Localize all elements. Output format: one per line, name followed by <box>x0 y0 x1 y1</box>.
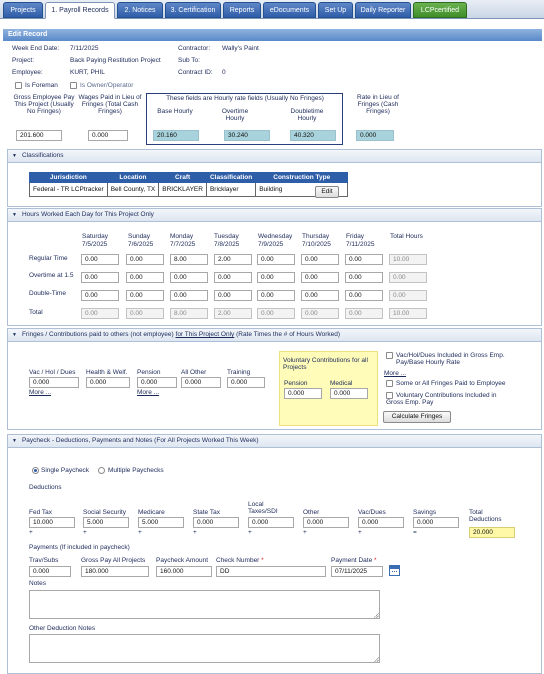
hours-input[interactable]: 0.00 <box>170 272 208 283</box>
local-taxes-input[interactable]: 0.000 <box>248 517 294 528</box>
total-deductions-label: Total Deductions <box>469 509 502 523</box>
hours-input[interactable]: 8.00 <box>170 254 208 265</box>
hours-total-input: 0.00 <box>389 290 427 301</box>
hours-input[interactable]: 0.00 <box>126 254 164 265</box>
hours-input[interactable]: 0.00 <box>301 272 339 283</box>
tab-payroll-records[interactable]: 1. Payroll Records <box>45 2 115 19</box>
options-more-link[interactable]: More ... <box>384 370 407 377</box>
hours-input[interactable]: 0.00 <box>81 290 119 301</box>
vol-pension-input[interactable]: 0.000 <box>284 388 322 399</box>
vac-dues-input[interactable]: 0.000 <box>358 517 404 528</box>
day-name: Tuesday <box>214 233 239 240</box>
hourly-rate-title: These fields are Hourly rate fields (Usually No Fringes) <box>166 95 324 102</box>
hours-total-input: 0.00 <box>389 272 427 283</box>
day-date: 7/8/2025 <box>214 241 240 248</box>
medicare-input[interactable]: 5.000 <box>138 517 184 528</box>
is-foreman-label: Is Foreman <box>25 82 58 89</box>
vac-hol-dues-input[interactable]: 0.000 <box>29 377 79 388</box>
health-welfare-label: Health & Welf. <box>86 369 128 376</box>
day-name: Friday <box>346 233 365 240</box>
hours-day-total: 0.00 <box>345 308 383 319</box>
gross-all-projects-label: Gross Pay All Projects <box>81 557 146 564</box>
vac-hol-dues-label: Vac / Hol / Dues <box>29 369 76 376</box>
medicare-label: Medicare <box>138 509 165 516</box>
other-deduction-input[interactable]: 0.000 <box>303 517 349 528</box>
payments-label: Payments (If included in paycheck) <box>29 544 130 551</box>
day-date: 7/11/2025 <box>346 241 375 248</box>
trav-subs-input[interactable]: 0.000 <box>29 566 71 577</box>
vac-included-checkbox[interactable] <box>386 352 393 359</box>
day-date: 7/7/2025 <box>170 241 196 248</box>
table-row <box>30 183 348 197</box>
day-name: Saturday <box>82 233 109 240</box>
classifications-header[interactable]: ▼ Classifications <box>7 149 542 163</box>
hours-input[interactable]: 0.00 <box>257 272 295 283</box>
hours-input[interactable]: 0.00 <box>126 290 164 301</box>
collapse-triangle-icon: ▼ <box>12 332 17 338</box>
pension-input[interactable]: 0.000 <box>137 377 177 388</box>
deductions-label: Deductions <box>29 484 62 491</box>
vol-pension-label: Pension <box>284 380 308 387</box>
week-end-value: 7/11/2025 <box>70 45 99 52</box>
edit-classification-button[interactable]: Edit <box>315 186 339 198</box>
tab-lcpcertified[interactable]: LCPcertified <box>413 2 467 18</box>
rate-lieu-label: Rate in Lieu of Fringes (Cash Fringes) <box>357 94 399 115</box>
total-deductions-value: 20.000 <box>469 527 515 538</box>
vol-medical-label: Medical <box>330 380 353 387</box>
other-deduction-notes-textarea[interactable] <box>29 634 380 663</box>
vac-included-label: Vac/Hol/Dues Included in Gross Emp. Pay/Base Hourly Rate <box>396 352 505 366</box>
pension-label: Pension <box>137 369 161 376</box>
overtime-hourly-label: Overtime Hourly <box>221 108 249 122</box>
single-paycheck-label: Single Paycheck <box>41 467 90 474</box>
hours-input[interactable]: 0.00 <box>345 254 383 265</box>
paycheck-amount-label: Paycheck Amount <box>156 557 209 564</box>
col-construction-type: Construction Type <box>256 173 348 183</box>
tab-bar <box>0 0 544 19</box>
health-welfare-input[interactable]: 0.000 <box>86 377 130 388</box>
col-location: Location <box>107 173 159 183</box>
fringes-paid-employee-label: Some or All Fringes Paid to Employee <box>396 380 506 387</box>
hours-input[interactable]: 0.00 <box>126 272 164 283</box>
tab-daily-reporter[interactable]: Daily Reporter <box>355 2 411 18</box>
total-hours-label: Total Hours <box>390 233 423 240</box>
wages-lieu-input[interactable]: 0.000 <box>88 130 128 141</box>
all-other-input[interactable]: 0.000 <box>181 377 221 388</box>
day-date: 7/10/2025 <box>302 241 331 248</box>
project-label: Project: <box>12 57 35 64</box>
cell-construction-type: Building <box>256 183 348 197</box>
hours-input[interactable]: 0.00 <box>301 254 339 265</box>
rate-lieu-input[interactable]: 0.000 <box>356 130 394 141</box>
edit-record-header: Edit Record <box>3 29 542 41</box>
cell-classification: Bricklayer <box>206 183 255 197</box>
hours-input[interactable]: 0.00 <box>301 290 339 301</box>
hours-input[interactable]: 0.00 <box>170 290 208 301</box>
collapse-triangle-icon: ▼ <box>12 212 17 218</box>
hours-input[interactable]: 0.00 <box>81 254 119 265</box>
tab-notices[interactable]: 2. Notices <box>117 2 163 18</box>
overtime-hourly-input[interactable]: 30.240 <box>224 130 270 141</box>
row-label-doubletime: Double-Time <box>29 290 66 297</box>
gross-pay-label: Gross Employee Pay This Project (Usually No Fringes) <box>13 94 75 115</box>
gross-all-projects-input[interactable]: 180.000 <box>81 566 149 577</box>
col-jurisdiction: Jurisdiction <box>30 173 108 183</box>
social-security-label: Social Security <box>83 509 126 516</box>
tab-edocuments[interactable]: eDocuments <box>263 2 316 18</box>
hours-day-total: 0.00 <box>81 308 119 319</box>
hours-grand-total: 10.00 <box>389 308 427 319</box>
state-tax-label: State Tax <box>193 509 220 516</box>
payment-date-label: Payment Date * <box>331 557 377 564</box>
contractor-value: Wally's Paint <box>222 45 259 52</box>
fringes-paid-employee-checkbox[interactable] <box>386 380 393 387</box>
row-label-regular: Regular Time <box>29 255 68 262</box>
vac-more-link[interactable]: More ... <box>29 389 52 396</box>
plus-sign: + <box>193 529 197 536</box>
gross-pay-input[interactable]: 201.600 <box>16 130 62 141</box>
wages-lieu-label: Wages Paid in Lieu of Fringes (Total Cash Fringes) <box>78 94 142 115</box>
check-number-label: Check Number * <box>216 557 264 564</box>
training-input[interactable]: 0.000 <box>227 377 265 388</box>
check-number-input[interactable]: DD <box>216 566 326 577</box>
hours-total-input: 10.00 <box>389 254 427 265</box>
social-security-input[interactable]: 5.000 <box>83 517 129 528</box>
hours-input[interactable]: 0.00 <box>345 272 383 283</box>
tab-projects[interactable]: Projects <box>3 2 43 18</box>
contract-id-label: Contract ID: <box>178 69 213 76</box>
day-date: 7/6/2025 <box>128 241 154 248</box>
equals-sign: = <box>413 529 417 536</box>
hours-day-total: 8.00 <box>170 308 208 319</box>
classifications-table <box>29 172 348 197</box>
plus-sign: + <box>248 529 252 536</box>
vol-included-label: Voluntary Contributions Included in Gross Emp. Pay <box>386 392 497 406</box>
plus-sign: + <box>358 529 362 536</box>
project-value: Back Paying Restitution Project <box>70 57 161 64</box>
tab-setup[interactable]: Set Up <box>318 2 353 18</box>
is-foreman-checkbox[interactable] <box>15 82 22 89</box>
base-hourly-input[interactable]: 20.160 <box>153 130 199 141</box>
local-taxes-label: Local Taxes/SDI <box>248 501 278 515</box>
collapse-triangle-icon: ▼ <box>12 153 17 159</box>
vac-dues-label: Vac/Dues <box>358 509 386 516</box>
hours-input[interactable]: 0.00 <box>345 290 383 301</box>
col-classification: Classification <box>206 173 255 183</box>
day-name: Thursday <box>302 233 330 240</box>
contractor-label: Contractor: <box>178 45 211 52</box>
paycheck-header[interactable]: ▼ Paycheck - Deductions, Payments and Notes (For All Projects Worked This Week) <box>7 434 542 448</box>
row-label-total: Total <box>29 309 43 316</box>
day-date: 7/5/2025 <box>82 241 108 248</box>
collapse-triangle-icon: ▼ <box>12 438 17 444</box>
hours-input[interactable]: 0.00 <box>81 272 119 283</box>
cell-craft: BRICKLAYER <box>159 183 207 197</box>
is-owner-label: Is Owner/Operator <box>80 82 134 89</box>
multiple-paychecks-radio[interactable] <box>98 467 105 474</box>
hours-day-total: 2.00 <box>214 308 252 319</box>
resize-grip-icon[interactable] <box>374 657 379 662</box>
notes-label: Notes <box>29 580 46 587</box>
hours-input[interactable]: 0.00 <box>257 254 295 265</box>
base-hourly-label: Base Hourly <box>157 108 193 115</box>
resize-grip-icon[interactable] <box>374 613 379 618</box>
hours-input[interactable]: 0.00 <box>257 290 295 301</box>
training-label: Training <box>227 369 251 376</box>
hours-input[interactable]: 0.00 <box>214 290 252 301</box>
state-tax-input[interactable]: 0.000 <box>193 517 239 528</box>
calculate-fringes-button[interactable]: Calculate Fringes <box>383 411 451 423</box>
fringes-header[interactable]: ▼ Fringes / Contributions paid to others (not employee) for This Project Only (Rate Times the # of Hours Worked) <box>7 328 542 342</box>
vol-medical-input[interactable]: 0.000 <box>330 388 368 399</box>
trav-subs-label: Trav/Subs <box>29 557 59 564</box>
pension-more-link[interactable]: More ... <box>137 389 160 396</box>
doubletime-hourly-label: Doubletime Hourly <box>290 108 324 122</box>
hours-day-total: 0.00 <box>257 308 295 319</box>
cell-jurisdiction: Federal - TR LCPtracker <box>30 183 108 197</box>
day-name: Sunday <box>128 233 151 240</box>
other-deduction-notes-label: Other Deduction Notes <box>29 625 96 632</box>
all-other-label: All Other <box>181 369 207 376</box>
notes-textarea[interactable] <box>29 590 380 619</box>
fed-tax-label: Fed Tax <box>29 509 53 516</box>
is-owner-checkbox[interactable] <box>70 82 77 89</box>
paycheck-amount-input[interactable]: 160.000 <box>156 566 212 577</box>
col-craft: Craft <box>159 173 207 183</box>
multiple-paychecks-label: Multiple Paychecks <box>108 467 164 474</box>
hours-input[interactable]: 0.00 <box>214 272 252 283</box>
hours-day-total: 0.00 <box>126 308 164 319</box>
plus-sign: + <box>29 529 33 536</box>
calendar-icon[interactable] <box>389 565 400 576</box>
doubletime-hourly-input[interactable]: 40.320 <box>290 130 336 141</box>
plus-sign: + <box>303 529 307 536</box>
day-name: Wednesday <box>258 233 293 240</box>
tab-certification[interactable]: 3. Certification <box>165 2 221 18</box>
plus-sign: + <box>83 529 87 536</box>
other-deduction-label: Other <box>303 509 320 516</box>
employee-label: Employee: <box>12 69 43 76</box>
hours-day-total: 0.00 <box>301 308 339 319</box>
single-paycheck-radio[interactable] <box>32 467 39 474</box>
cell-location: Bell County, TX <box>107 183 159 197</box>
savings-input[interactable]: 0.000 <box>413 517 459 528</box>
day-date: 7/9/2025 <box>258 241 284 248</box>
voluntary-title: Voluntary Contributions for all Projects <box>283 357 368 371</box>
row-label-overtime: Overtime at 1.5 <box>29 272 74 279</box>
savings-label: Savings <box>413 509 437 516</box>
payment-date-input[interactable]: 07/11/2025 <box>331 566 383 577</box>
week-end-label: Week End Date: <box>12 45 60 52</box>
fed-tax-input[interactable]: 10.000 <box>29 517 75 528</box>
subto-label: Sub To: <box>178 57 200 64</box>
plus-sign: + <box>138 529 142 536</box>
tab-reports[interactable]: Reports <box>223 2 261 18</box>
employee-value: KURT, PHIL <box>70 69 105 76</box>
hours-header[interactable]: ▼ Hours Worked Each Day for This Project Only <box>7 208 542 222</box>
hours-input[interactable]: 2.00 <box>214 254 252 265</box>
contract-id-value: 0 <box>222 69 226 76</box>
day-name: Monday <box>170 233 194 240</box>
